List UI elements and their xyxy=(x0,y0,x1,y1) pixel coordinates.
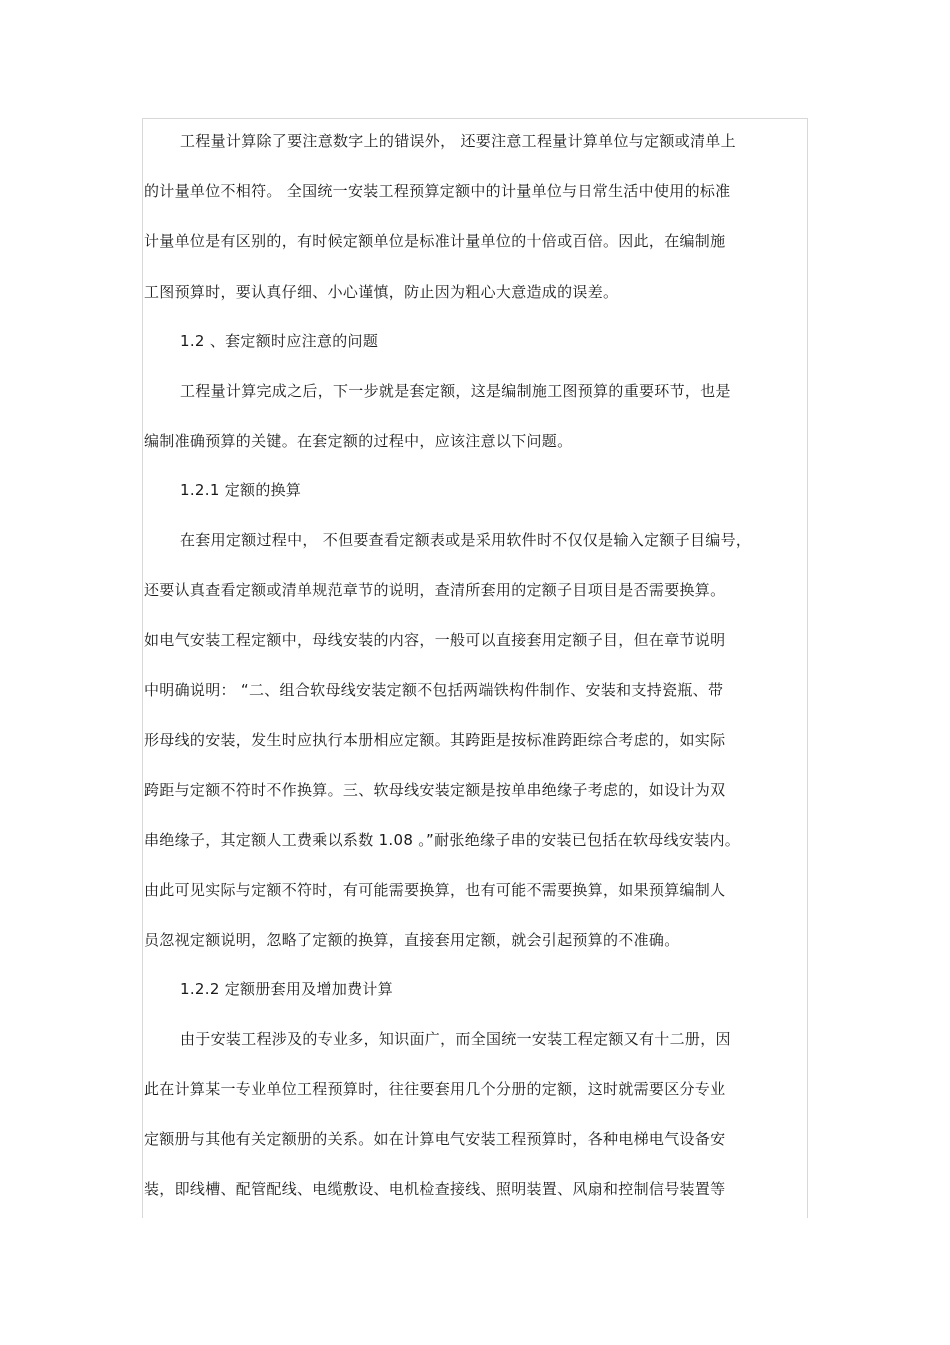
paragraph-line: 工程量计算除了要注意数字上的错误外， 还要注意工程量计算单位与定额或清单上 xyxy=(180,132,736,150)
subsection-heading: 1.2.1 定额的换算 xyxy=(180,481,302,499)
paragraph-line: 在套用定额过程中， 不但要查看定额表或是采用软件时不仅仅是输入定额子目编号， xyxy=(180,531,752,549)
paragraph-line: 中明确说明： “二、组合软母线安装定额不包括两端铁构件制作、安装和支持瓷瓶、带 xyxy=(144,681,724,699)
section-heading: 1.2 、套定额时应注意的问题 xyxy=(180,332,379,350)
paragraph-line: 工图预算时，要认真仔细、小心谨慎，防止因为粗心大意造成的误差。 xyxy=(144,283,619,301)
subsection-heading: 1.2.2 定额册套用及增加费计算 xyxy=(180,980,394,998)
paragraph-line: 装，即线槽、配管配线、电缆敷设、电机检查接线、照明装置、风扇和控制信号装置等 xyxy=(144,1180,726,1198)
paragraph-line: 由于安装工程涉及的专业多，知识面广，而全国统一安装工程定额又有十二册，因 xyxy=(180,1030,731,1048)
paragraph-line: 串绝缘子，其定额人工费乘以系数 1.08 。”耐张绝缘子串的安装已包括在软母线安装内。 xyxy=(144,831,741,849)
paragraph-line: 如电气安装工程定额中，母线安装的内容，一般可以直接套用定额子目，但在章节说明 xyxy=(144,631,726,649)
paragraph-line: 员忽视定额说明，忽略了定额的换算，直接套用定额，就会引起预算的不准确。 xyxy=(144,931,680,949)
paragraph-line: 编制准确预算的关键。在套定额的过程中，应该注意以下问题。 xyxy=(144,432,573,450)
paragraph-line: 由此可见实际与定额不符时，有可能需要换算，也有可能不需要换算，如果预算编制人 xyxy=(144,881,726,899)
paragraph-line: 工程量计算完成之后，下一步就是套定额，这是编制施工图预算的重要环节，也是 xyxy=(180,382,731,400)
paragraph-line: 计量单位是有区别的，有时候定额单位是标准计量单位的十倍或百倍。因此，在编制施 xyxy=(144,232,726,250)
paragraph-line: 形母线的安装，发生时应执行本册相应定额。其跨距是按标准跨距综合考虑的，如实际 xyxy=(144,731,726,749)
paragraph-line: 定额册与其他有关定额册的关系。如在计算电气安装工程预算时，各种电梯电气设备安 xyxy=(144,1130,726,1148)
paragraph-line: 还要认真查看定额或清单规范章节的说明，查清所套用的定额子目项目是否需要换算。 xyxy=(144,581,726,599)
paragraph-line: 此在计算某一专业单位工程预算时，往往要套用几个分册的定额，这时就需要区分专业 xyxy=(144,1080,726,1098)
paragraph-line: 跨距与定额不符时不作换算。三、软母线安装定额是按单串绝缘子考虑的，如设计为双 xyxy=(144,781,726,799)
paragraph-line: 的计量单位不相符。 全国统一安装工程预算定额中的计量单位与日常生活中使用的标准 xyxy=(144,182,731,200)
